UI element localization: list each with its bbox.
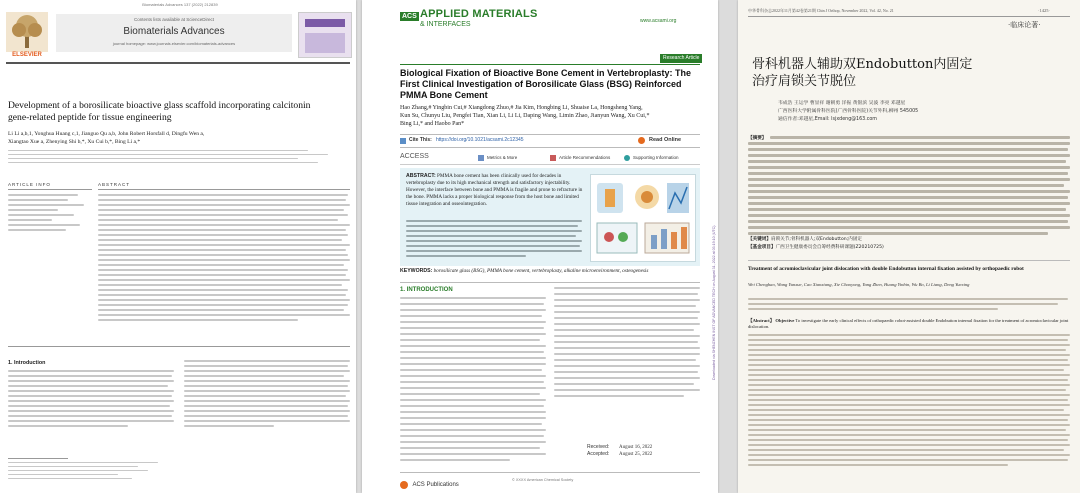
acs-logo-icon [400,481,408,489]
abstract-label: ABSTRACT [98,182,131,187]
abstract-text [406,173,584,208]
article-info-label: ARTICLE INFO [8,182,51,187]
research-article-tag: Research Article [660,54,702,63]
journal-info: Contents lists available at ScienceDirect [133,17,215,22]
authors-block [778,100,1058,124]
supporting-info-icon [624,155,630,161]
affiliation: 广西医科大学附属骨科医院(广西骨科医院)关节外科,柳州 545005 [778,109,919,114]
received-accepted [587,444,652,458]
authors-line-3: Bing Li,* and Haobo Pan* [400,121,465,127]
copyright: © XXXX American Chemical Society [512,478,574,482]
keywords-cn-label: 【关键词】 [748,237,771,242]
page-acs-applied-materials [362,0,718,493]
abstract-body [98,194,350,344]
abstract-box [400,168,700,266]
journal-brand-name: APPLIED MATERIALS [420,8,538,20]
journal-header-box [56,14,292,52]
recommendations-link[interactable]: Article Recommendations [559,155,611,160]
received-date: August 16, 2022 [619,445,653,450]
fund-text: 广西卫生健康委员会自筹经费科研课题(Z20210725) [775,245,884,250]
metrics-icon [478,155,484,161]
english-abstract-text: To investigate the early clinical effects of orthopaedic robot-assisted double Endobutton internal fixation for the treatment of acromioclavicular joint dislocation. [748,318,1069,330]
acs-publications-logo [400,476,459,488]
received-label: Received: [587,444,610,450]
author-list [400,104,700,128]
journal-brand-sub: & INTERFACES [420,21,471,28]
keywords-label: KEYWORDS: [400,268,433,274]
metrics-link[interactable]: Metrics & More [487,155,518,160]
intro-column-right [184,360,350,450]
intro-column-right [554,287,700,417]
english-abstract-start [748,318,1072,330]
english-authors: Wei Chenghao, Wang Yunxue, Cao Xianxiang, Xie Chaoyong, Yang Zhen, Huang Yinbin, Wu Bo, Li Liang, Deng Yuexing [748,282,970,287]
acs-badge: ACS [402,13,417,20]
elsevier-tree-icon [6,12,48,52]
journal-url[interactable]: www.acsami.org [640,18,677,24]
intro-column-left [8,370,174,450]
article-title: Biological Fixation of Bioactive Bone Cement in Vertebroplasty: The First Clinical Investigation of Borosilicate Glass (BSG) Reinforced PMMA Bone Cement [400,68,692,100]
page-biomaterials-advances [0,0,356,493]
authors-line-2: Xiangtao Xue a, Zhenying Shi b,*, Xu Cui b,*, Bing Li a,* [8,139,141,145]
introduction-heading: 1. INTRODUCTION [400,287,453,293]
keywords-fund [748,236,1072,252]
recommendations-icon [550,155,556,161]
authors: 韦成浩 王运学 曹显祥 谢朝勇 洋振 黄银滨 吴波 李亮 邓越星 [778,101,906,106]
download-side-strip [712,80,718,380]
supporting-info-link[interactable]: Supporting Information [633,155,679,160]
journal-homepage: journal homepage: www.journals.elsevier.com/biomaterials-advances [112,41,236,46]
accepted-date: August 25, 2022 [619,452,653,457]
keywords-text: borosilicate glass (BSG), PMMA bone cement, vertebroplasty, alkaline microenvironment, osteogenesis [433,268,649,274]
title-line-2: 治疗肩锁关节脱位 [752,74,857,89]
read-online-button[interactable]: Read Online [649,137,682,143]
english-abstract-lines [748,334,1072,474]
accepted-label: Accepted: [587,451,610,457]
abstract-cn-label: 【摘要】 [748,136,767,141]
page-number: ·1425· [1038,8,1050,13]
cite-label: Cite This: [409,137,432,143]
author-list [8,130,348,146]
cite-link[interactable]: https://doi.org/10.1021/acsami.2c12345 [436,137,524,143]
abstract-heading: ABSTRACT: [406,173,436,179]
journal-brand [400,6,660,32]
english-affiliation-lines [748,298,1072,318]
corresponding-author: 通信作者:邓越星,Email: lsjxdeng@163.com [778,117,877,122]
read-online-icon [638,137,645,144]
authors-line-2: Kun Su, Chunyu Liu, Pengfei Tian, Xian Li, Li Li, Daping Wang, Limin Zhao, Jianyun Wang, Xu Cui,* [400,113,650,119]
section-introduction-heading: 1. Introduction [8,360,46,366]
journal-header: 中华骨科杂志2022年11月第42卷第21期 Chin J Orthop, November 2022, Vol. 42, No. 21 [748,8,894,13]
article-title [752,56,1072,90]
english-abstract-label: 【Abstract】 Objective [748,318,795,323]
journal-cover-thumbnail [298,12,352,58]
english-title: Treatment of acromioclavicular joint dislocation with double Endobutton internal fixation assisted by orthopaedic robot [748,266,1024,272]
authors-line-1: Li Li a,b,1, Yonghua Huang c,1, Jianguo Qu a,b, John Robert Horsfall d, Dingfu Wen a, [8,131,205,137]
graphical-abstract [590,174,696,262]
intro-column-left [400,297,546,467]
authors-line-1: Hao Zhang,# Yingbin Cui,# Xiangdong Zhuo,# Jia Kim, Hongbing Li, Shuaise La, Hongsheng Yang, [400,105,643,111]
fund-label: 【基金项目】 [748,245,776,250]
access-bar [400,152,700,165]
page-chinese-journal-orthopaedics [738,0,1080,493]
acs-publications-text: ACS Publications [412,481,459,488]
journal-top-banner: Biomaterials Advances 137 (2022) 212839 [142,2,218,7]
access-label: ACCESS [400,153,429,160]
abstract-body: PMMA bone cement has been clinically used for decades in vertebroplasty due to its high mechanical strength and satisfactory injectability. However, the interface between bone and PMMA is fragile and prone to refracture in the bone. PMMA lacks a proper biological response from the host bone and limited tissue integration and osseointegration. [406,173,583,207]
keywords-cn: 肩锁关节;骨科机器人;双Endobutton;内固定 [770,237,863,242]
journal-name: Biomaterials Advances [123,26,225,37]
cite-icon [400,138,406,144]
chinese-abstract [748,136,1072,248]
article-title: Development of a borosilicate bioactive glass scaffold incorporating calcitonin gene-related peptide for tissue engineering [8,100,311,123]
column-tag: ·临床论著· [1008,21,1041,29]
keywords [400,268,700,275]
cite-bar [400,134,700,148]
download-side-text: Downloaded via SHENZHEN INST OF ADVANCED TECH on August 31, 2022 at 03:19:10 (UTC). [712,224,716,380]
publisher-name: ELSEVIER [12,52,42,58]
title-line-1: 骨科机器人辅助双Endobutton内固定 [752,57,973,72]
